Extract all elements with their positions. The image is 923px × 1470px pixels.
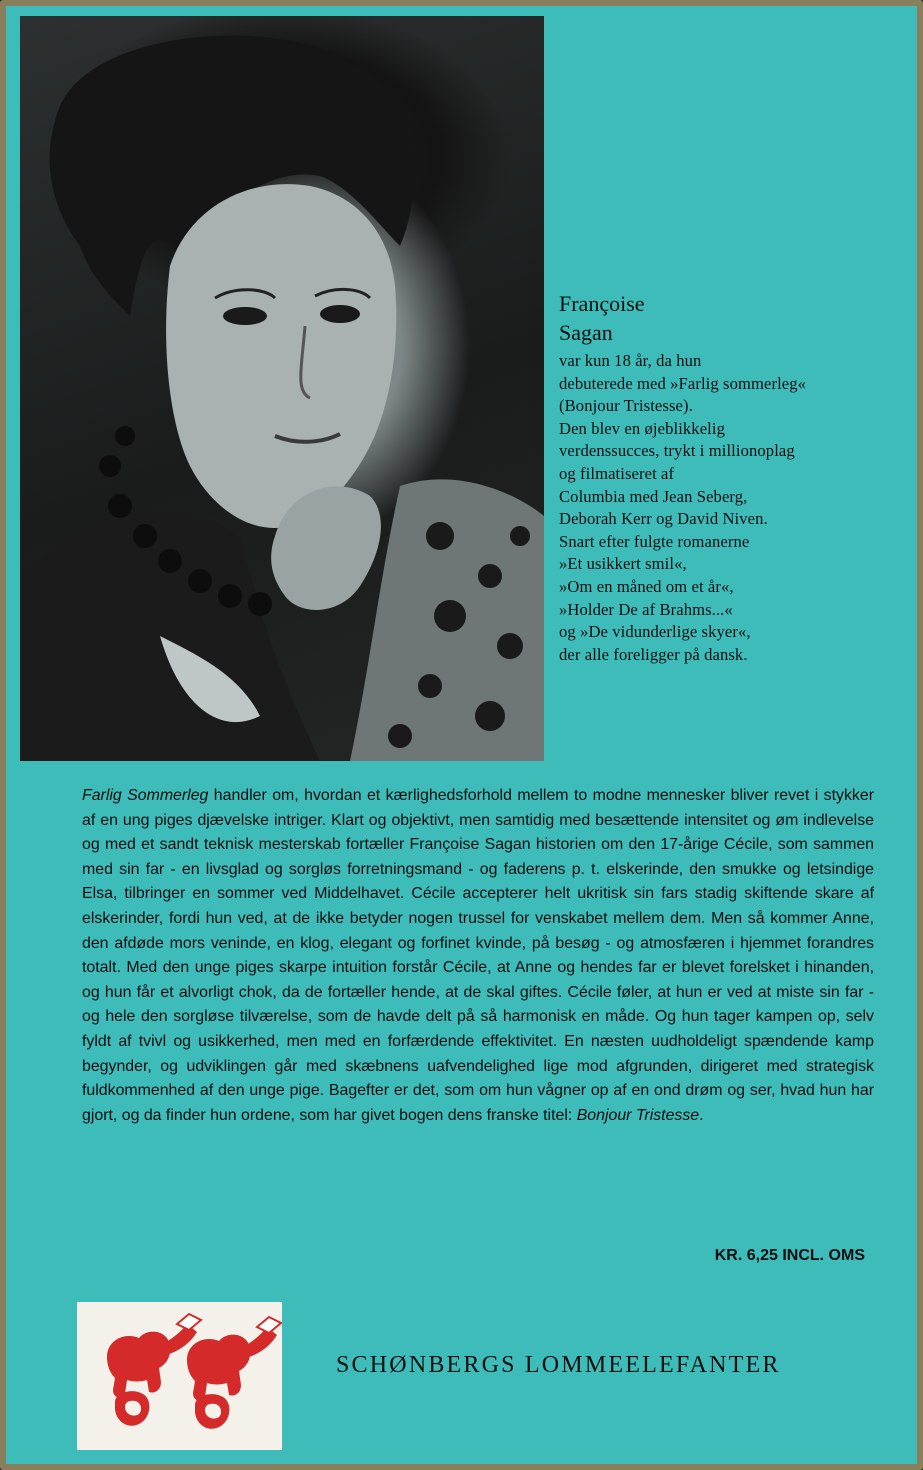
book-description-body: handler om, hvordan et kærlighedsforhold mellem to modne mennesker bliver revet i stykker af en ung piges djævelske intriger. Klart og objektivt, men samtidig med besættende intensitet og øm indlevelse og med et sandt teknisk mesterskab fortæller Françoise Sagan historien om den 17-årige Cécile, som sammen med sin far - en livsglad og sorgløs forretningsmand - og faderens p. t. elskerinde, den smukke og letsindige Elsa, tilbringer en sommer ved Middelhavet. Cécile accepterer helt ukritisk sin fars stadig skiftende skare af elskerinder, fordi hun ved, at de ikke betyder nogen trussel for venskabet mellem dem. Men så kommer Anne, den afdøde mors veninde, en klog, elegant og forfinet kvinde, på besøg - og atmosfæren i hjemmet forandres totalt. Med den unge piges skarpe intuition forstår Cécile, at Anne og hendes far er blevet forelsket i hinanden, og hun får et alvorligt chok, da de fortæller hende, at de skal giftes. Cécile føler, at hun er ved at miste sin far - og hele den sorgløse tilværelse, som de havde delt på så harmonisk en måde. Og hun tager kampen op, selv fyldt af tvivl og usikkerhed, men med en forfærdende effektivitet. En næsten uudholdeligt spændende kamp begynder, og udviklingen går med skæbnens uafvendelighed lige mod afgrunden, dirigeret med strategisk fuldkommenhed af den unge pige. Bagefter er det, som om hun vågner op af en ond drøm og ser, hvad hun har gjort, og da finder hun ordene, som har givet bogen dens franske titel:: [82, 787, 874, 1124]
publisher-logo: [77, 1302, 282, 1450]
book-description: [82, 784, 874, 1128]
author-first-name: Françoise: [559, 291, 645, 316]
author-portrait: [20, 16, 544, 761]
elephant-reading-book-icon: [77, 1302, 282, 1450]
price-label: KR. 6,25 INCL. OMS: [714, 1247, 865, 1264]
author-last-name: Sagan: [559, 320, 613, 345]
portrait-image: [20, 16, 544, 761]
author-bio: [559, 289, 899, 666]
closing-punctuation: .: [699, 1106, 704, 1124]
series-name: SCHØNBERGS LOMMEELEFANTER: [336, 1352, 781, 1378]
book-title-lead: Farlig Sommerleg: [82, 787, 209, 804]
book-original-title: Bonjour Tristesse: [576, 1106, 700, 1124]
author-bio-text: var kun 18 år, da hun debuterede med »Farlig sommerleg« (Bonjour Tristesse). Den blev en øjeblikkelig verdenssucces, trykt i millionoplag og filmatiseret af Columbia med Jean Seberg, Deborah Kerr og David Niven. Snart efter fulgte romanerne »Et usikkert smil«, »Om en måned om et år«, »Holder De af Brahms...« og »De vidunderlige skyer«, der alle foreligger på dansk.: [559, 351, 807, 664]
